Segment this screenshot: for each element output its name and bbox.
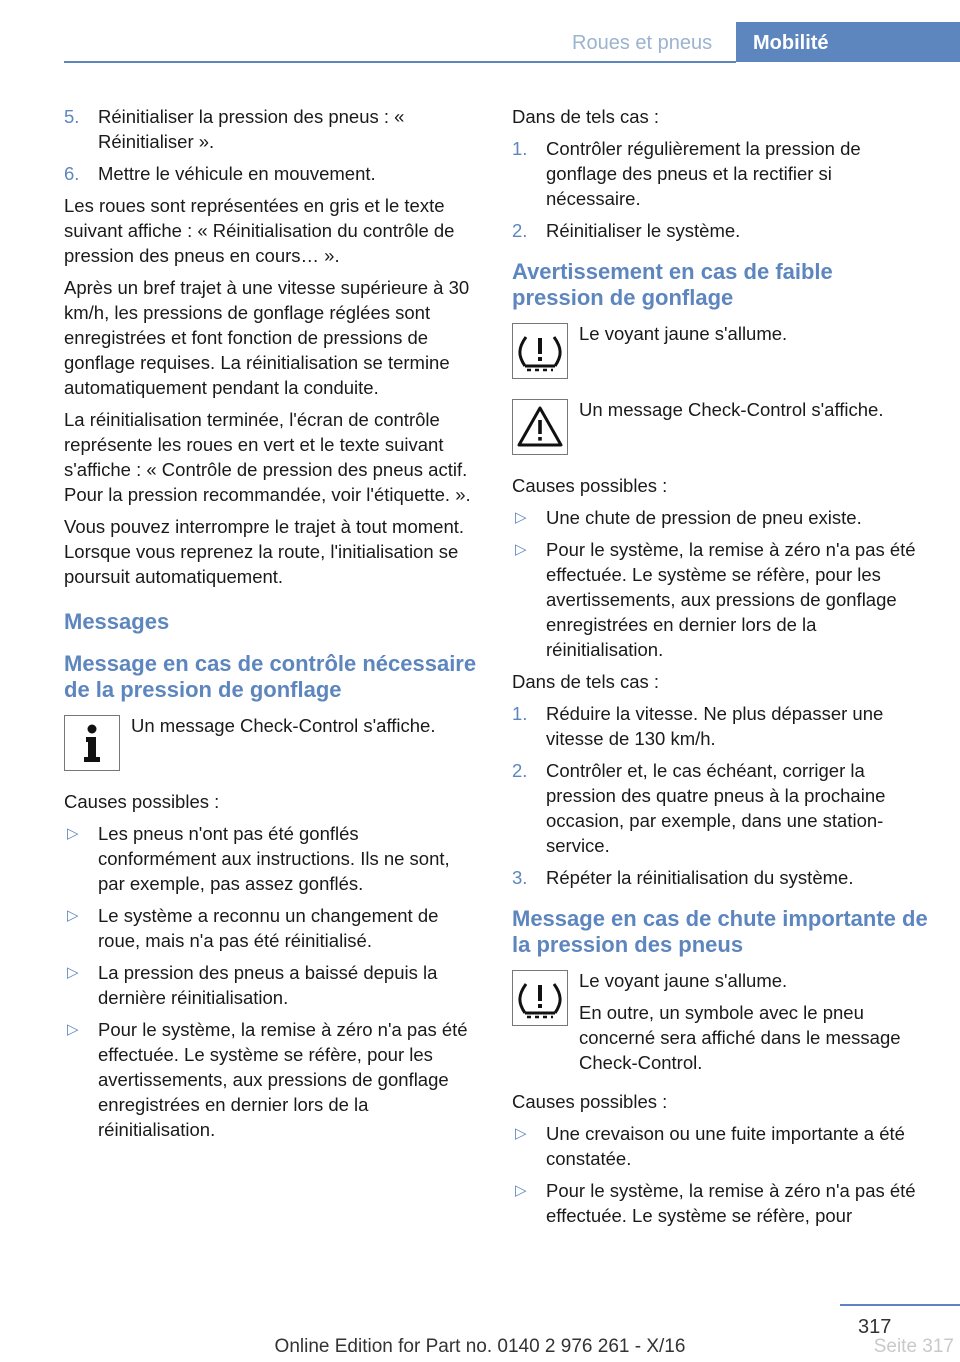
causes-label: Causes possibles : (512, 475, 668, 496)
step-text: Mettre le véhicule en mouvement. (98, 163, 376, 184)
edition-line: Online Edition for Part no. 0140 2 976 261 - X/16 (274, 1336, 686, 1357)
paragraph: Vous pouvez interrompre le trajet à tout moment. Lorsque vous reprenez la route, l'initialisation se poursuit automatiquement. (64, 516, 465, 587)
tire-pressure-warning-icon (512, 323, 568, 379)
bullet-triangle-icon: ▷ (515, 509, 527, 526)
icon-note (512, 397, 928, 459)
paragraph: Dans de tels cas : (512, 106, 660, 127)
step-number: 1. (512, 138, 528, 159)
step-text: Contrôler régulièrement la pression de gonflage des pneus et la rectifier si nécessaire. (546, 138, 861, 209)
step-text: Contrôler et, le cas échéant, corriger la pression des quatre pneus à la prochaine occasion, par exemple, dans une station-service. (546, 760, 886, 856)
icon-caption: Un message Check-Control s'affiche. (579, 399, 884, 420)
step-number: 2. (512, 220, 528, 241)
paragraph: Après un bref trajet à une vitesse supérieure à 30 km/h, les pressions de gonflage réglées sont enregistrées et font fonction de pressions de gonflage requises. La réinitialisation se termine automatiquement pendant la conduite. (64, 277, 470, 398)
left-column (64, 104, 480, 1149)
subsection-heading: Message en cas de chute importante de la pression des pneus (512, 906, 928, 957)
icon-note (512, 321, 928, 383)
bullet-triangle-icon: ▷ (67, 907, 79, 924)
list-item (512, 865, 928, 890)
list-item (512, 537, 928, 662)
bullet-triangle-icon: ▷ (67, 825, 79, 842)
step-text: Réduire la vitesse. Ne plus dépasser une vitesse de 130 km/h. (546, 703, 884, 749)
list-item (64, 161, 480, 186)
causes-label: Causes possibles : (64, 791, 220, 812)
step-text: Réinitialiser le système. (546, 220, 741, 241)
cause-text: Les pneus n'ont pas été gonflés conformément aux instructions. Ils ne sont, par exemple, pas assez gonflés. (98, 823, 450, 894)
list-item (512, 701, 928, 751)
step-number: 1. (512, 703, 528, 724)
cause-text: Pour le système, la remise à zéro n'a pas été effectuée. Le système se réfère, pour (546, 1180, 916, 1226)
page-header (0, 22, 960, 62)
icon-caption: Le voyant jaune s'allume. (579, 323, 788, 344)
watermark: Seite 317 (873, 1336, 954, 1357)
tire-pressure-warning-icon (512, 970, 568, 1026)
list-item (64, 960, 480, 1010)
list-item (64, 1017, 480, 1142)
paragraph: Les roues sont représentées en gris et le texte suivant affiche : « Réinitialisation du contrôle de pression des pneus en cours… ». (64, 195, 455, 266)
info-icon (64, 715, 120, 771)
step-text: Réinitialiser la pression des pneus : « Réinitialiser ». (98, 106, 405, 152)
cause-text: Une chute de pression de pneu existe. (546, 507, 862, 528)
bullet-triangle-icon: ▷ (515, 1125, 527, 1142)
step-number: 3. (512, 867, 528, 888)
chapter-tab: Mobilité (736, 22, 960, 62)
causes-label: Causes possibles : (512, 1091, 668, 1112)
step-number: 5. (64, 106, 80, 127)
bullet-triangle-icon: ▷ (67, 964, 79, 981)
cause-text: Pour le système, la remise à zéro n'a pas été effectuée. Le système se réfère, pour les avertissements, aux pressions de gonflage enregistrées en dernier lors de la réinitialisation. (546, 539, 916, 660)
paragraph: Dans de tels cas : (512, 671, 660, 692)
warning-triangle-icon (512, 399, 568, 455)
step-number: 6. (64, 163, 80, 184)
list-item (512, 1178, 928, 1228)
right-column (512, 104, 928, 1235)
list-item (64, 104, 480, 154)
cause-text: Pour le système, la remise à zéro n'a pas été effectuée. Le système se réfère, pour les avertissements, aux pressions de gonflage enregistrées en dernier lors de la réinitialisation. (98, 1019, 468, 1140)
page-number: 317 (858, 1316, 892, 1338)
cause-text: Une crevaison ou une fuite importante a été constatée. (546, 1123, 905, 1169)
cause-text: Le système a reconnu un changement de roue, mais n'a pas été réinitialisé. (98, 905, 439, 951)
section-heading: Messages (64, 609, 170, 634)
step-number: 2. (512, 760, 528, 781)
list-item (64, 903, 480, 953)
step-text: Répéter la réinitialisation du système. (546, 867, 854, 888)
icon-caption: En outre, un symbole avec le pneu concerné sera affiché dans le message Check-Control. (579, 1002, 901, 1073)
list-item (512, 136, 928, 211)
list-item (512, 758, 928, 858)
icon-note (64, 713, 480, 775)
footer-rule (840, 1304, 960, 1306)
icon-note (512, 968, 928, 1075)
list-item (512, 1121, 928, 1171)
icon-caption: Un message Check-Control s'affiche. (131, 715, 436, 736)
subsection-heading: Avertissement en cas de faible pression de gonflage (512, 259, 833, 310)
bullet-triangle-icon: ▷ (515, 541, 527, 558)
list-item (64, 821, 480, 896)
bullet-triangle-icon: ▷ (67, 1021, 79, 1038)
subsection-heading: Message en cas de contrôle nécessaire de la pression de gonflage (64, 651, 477, 702)
section-title: Roues et pneus (572, 32, 713, 54)
list-item (512, 505, 928, 530)
paragraph: La réinitialisation terminée, l'écran de contrôle représente les roues en vert et le texte suivant s'affiche : « Contrôle de pression des pneus actif. Pour la pression recommandée, voir l'étiquette. ». (64, 409, 471, 505)
icon-caption: Le voyant jaune s'allume. (579, 970, 788, 991)
bullet-triangle-icon: ▷ (515, 1182, 527, 1199)
cause-text: La pression des pneus a baissé depuis la dernière réinitialisation. (98, 962, 438, 1008)
header-rule (64, 61, 736, 63)
list-item (512, 218, 928, 243)
